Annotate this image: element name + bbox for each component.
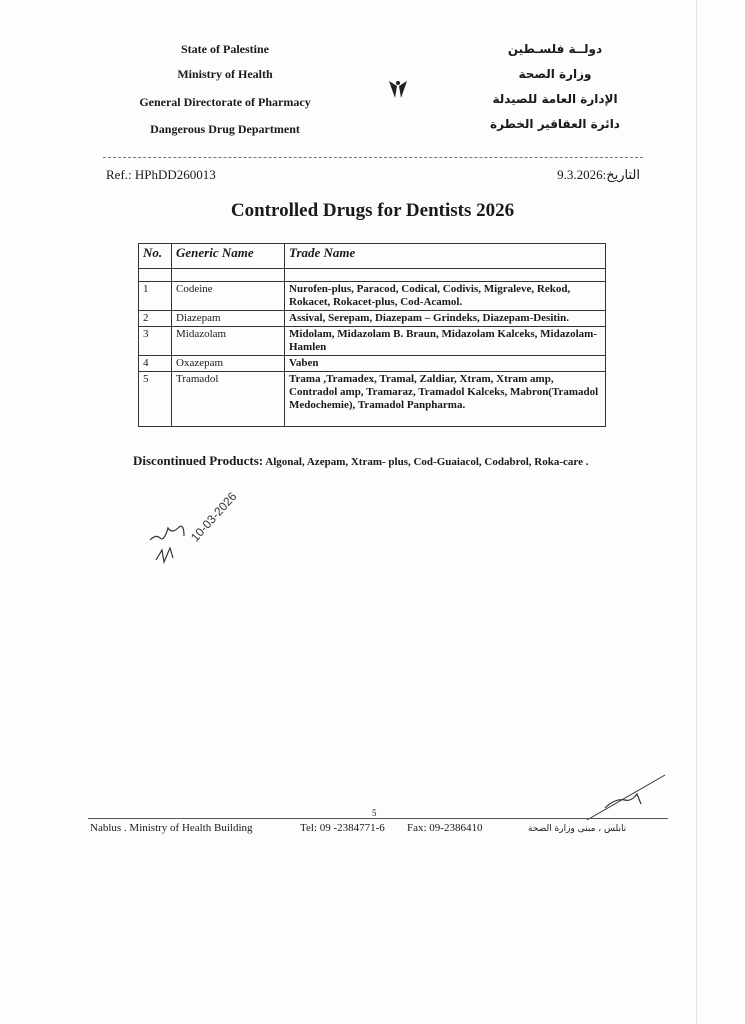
footer-address: Nablus . Ministry of Health Building	[90, 822, 253, 834]
footer-tel: Tel: 09 -2384771-6	[300, 822, 385, 834]
header-ministry: Ministry of Health	[177, 67, 273, 81]
row-number: 4	[139, 356, 172, 372]
reference-number: Ref.: HPhDD260013	[106, 167, 216, 182]
trade-names: Midolam, Midazolam B. Braun, Midazolam Kalceks, Midazolam-Hamlen	[285, 327, 606, 356]
ministry-emblem-icon	[387, 78, 409, 100]
page-title: Controlled Drugs for Dentists 2026	[230, 200, 515, 221]
page-edge	[696, 0, 697, 1024]
discontinued-products	[133, 453, 613, 470]
table-spacer-row	[139, 269, 606, 282]
column-header-no: No.	[139, 244, 172, 269]
header-department-ar: دائرة العقاقير الخطرة	[490, 117, 620, 131]
table-row	[139, 372, 606, 427]
footer-divider	[88, 818, 668, 819]
table-row	[139, 282, 606, 311]
trade-names: Trama ,Tramadex, Tramal, Zaldiar, Xtram, Xtram amp, Contradol amp, Tramaraz, Tramadol Kalceks, Mabron(Tramadol Medochemie), Tramadol Panpharma.	[285, 372, 606, 427]
row-number: 3	[139, 327, 172, 356]
row-number: 2	[139, 311, 172, 327]
row-number: 5	[139, 372, 172, 427]
signature-date: 10-03-2026	[188, 489, 240, 545]
trade-names: Vaben	[285, 356, 606, 372]
header-state: State of Palestine	[181, 42, 269, 56]
header-divider	[103, 157, 643, 158]
generic-name: Codeine	[172, 282, 285, 311]
trade-names: Assival, Serepam, Diazepam – Grindeks, Diazepam-Desitin.	[285, 311, 606, 327]
header-ministry-ar: وزارة الصحة	[518, 67, 592, 81]
bottom-signature	[585, 770, 670, 825]
table-header-row	[139, 244, 606, 269]
table-row	[139, 327, 606, 356]
generic-name: Diazepam	[172, 311, 285, 327]
column-header-trade: Trade Name	[285, 244, 606, 269]
footer-fax: Fax: 09-2386410	[407, 822, 483, 834]
footer-address-ar: نابلس ، مبنى وزارة الصحة	[528, 824, 627, 834]
table-row	[139, 311, 606, 327]
discontinued-label: Discontinued Products:	[133, 453, 264, 468]
page-number: 5	[372, 808, 377, 818]
trade-names: Nurofen-plus, Paracod, Codical, Codivis, Migraleve, Rekod, Rokacet, Rokacet-plus, Cod-Acamol.	[285, 282, 606, 311]
generic-name: Midazolam	[172, 327, 285, 356]
header-directorate: General Directorate of Pharmacy	[139, 95, 311, 109]
discontinued-list: Algonal, Azepam, Xtram- plus, Cod-Guaiacol, Codabrol, Roka-care .	[265, 456, 589, 468]
header-directorate-ar: الإدارة العامة للصيدلة	[492, 92, 618, 106]
row-number: 1	[139, 282, 172, 311]
header-department: Dangerous Drug Department	[150, 122, 300, 136]
controlled-drugs-table	[138, 243, 606, 427]
generic-name: Oxazepam	[172, 356, 285, 372]
table-row	[139, 356, 606, 372]
header-state-ar: دولــة فلسـطين	[507, 42, 603, 56]
document-date: 9.3.2026:التاريخ	[557, 167, 640, 182]
column-header-generic: Generic Name	[172, 244, 285, 269]
generic-name: Tramadol	[172, 372, 285, 427]
